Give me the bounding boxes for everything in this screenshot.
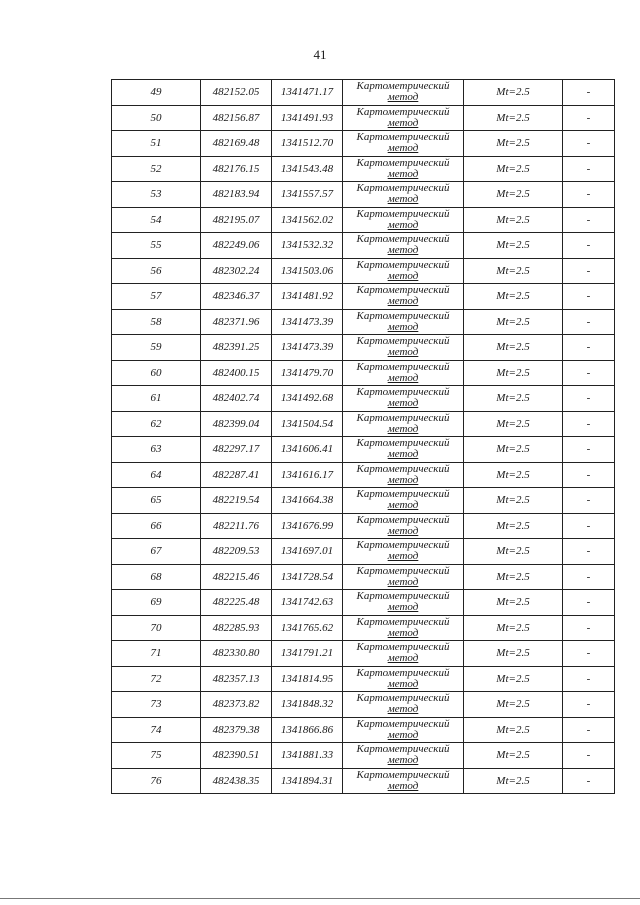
method-cell xyxy=(343,284,464,310)
note-cell: - xyxy=(563,539,615,565)
method-line-2: метод xyxy=(387,575,419,588)
accuracy-cell: Mt=2.5 xyxy=(464,284,563,310)
y-coordinate-cell: 1341616.17 xyxy=(272,462,343,488)
method-line-2: метод xyxy=(387,397,419,410)
x-coordinate-cell: 482285.93 xyxy=(201,615,272,641)
method-line-1: Картометрический xyxy=(356,641,450,654)
y-coordinate-cell: 1341532.32 xyxy=(272,233,343,259)
x-coordinate-cell: 482399.04 xyxy=(201,411,272,437)
method-line-2: метод xyxy=(387,91,419,104)
method-cell xyxy=(343,233,464,259)
y-coordinate-cell: 1341881.33 xyxy=(272,743,343,769)
method-line-1: Картометрический xyxy=(356,513,450,526)
x-coordinate-cell: 482438.35 xyxy=(201,768,272,794)
method-cell xyxy=(343,360,464,386)
y-coordinate-cell: 1341765.62 xyxy=(272,615,343,641)
y-coordinate-cell: 1341481.92 xyxy=(272,284,343,310)
x-coordinate-cell: 482390.51 xyxy=(201,743,272,769)
method-line-2: метод xyxy=(387,295,419,308)
note-cell: - xyxy=(563,207,615,233)
method-line-1: Картометрический xyxy=(356,258,450,271)
method-cell xyxy=(343,156,464,182)
accuracy-cell: Mt=2.5 xyxy=(464,717,563,743)
note-cell: - xyxy=(563,488,615,514)
method-line-2: метод xyxy=(387,320,419,333)
method-cell xyxy=(343,80,464,106)
method-line-1: Картометрический xyxy=(356,564,450,577)
note-cell: - xyxy=(563,462,615,488)
point-number-cell: 68 xyxy=(112,564,201,590)
table-row xyxy=(112,207,615,233)
method-line-1: Картометрический xyxy=(356,284,450,297)
method-line-1: Картометрический xyxy=(356,488,450,501)
accuracy-cell: Mt=2.5 xyxy=(464,386,563,412)
method-cell xyxy=(343,258,464,284)
x-coordinate-cell: 482219.54 xyxy=(201,488,272,514)
accuracy-cell: Mt=2.5 xyxy=(464,309,563,335)
note-cell: - xyxy=(563,156,615,182)
method-line-2: метод xyxy=(387,499,419,512)
point-number-cell: 50 xyxy=(112,105,201,131)
table-row xyxy=(112,717,615,743)
method-cell xyxy=(343,386,464,412)
point-number-cell: 49 xyxy=(112,80,201,106)
accuracy-cell: Mt=2.5 xyxy=(464,488,563,514)
x-coordinate-cell: 482330.80 xyxy=(201,641,272,667)
note-cell: - xyxy=(563,335,615,361)
accuracy-cell: Mt=2.5 xyxy=(464,258,563,284)
x-coordinate-cell: 482225.48 xyxy=(201,590,272,616)
method-line-2: метод xyxy=(387,779,419,792)
table-row xyxy=(112,360,615,386)
point-number-cell: 54 xyxy=(112,207,201,233)
method-cell xyxy=(343,462,464,488)
table-row xyxy=(112,233,615,259)
note-cell: - xyxy=(563,411,615,437)
method-line-1: Картометрический xyxy=(356,335,450,348)
y-coordinate-cell: 1341742.63 xyxy=(272,590,343,616)
method-line-1: Картометрический xyxy=(356,80,450,93)
point-number-cell: 60 xyxy=(112,360,201,386)
table-row xyxy=(112,411,615,437)
method-cell xyxy=(343,666,464,692)
note-cell: - xyxy=(563,590,615,616)
table-row xyxy=(112,768,615,794)
table-row xyxy=(112,182,615,208)
table-row xyxy=(112,156,615,182)
y-coordinate-cell: 1341814.95 xyxy=(272,666,343,692)
method-cell xyxy=(343,717,464,743)
x-coordinate-cell: 482371.96 xyxy=(201,309,272,335)
method-line-2: метод xyxy=(387,346,419,359)
accuracy-cell: Mt=2.5 xyxy=(464,360,563,386)
accuracy-cell: Mt=2.5 xyxy=(464,666,563,692)
method-cell xyxy=(343,692,464,718)
accuracy-cell: Mt=2.5 xyxy=(464,105,563,131)
method-line-2: метод xyxy=(387,167,419,180)
x-coordinate-cell: 482211.76 xyxy=(201,513,272,539)
y-coordinate-cell: 1341557.57 xyxy=(272,182,343,208)
note-cell: - xyxy=(563,692,615,718)
x-coordinate-cell: 482249.06 xyxy=(201,233,272,259)
table-row xyxy=(112,258,615,284)
y-coordinate-cell: 1341512.70 xyxy=(272,131,343,157)
point-number-cell: 53 xyxy=(112,182,201,208)
note-cell: - xyxy=(563,386,615,412)
point-number-cell: 64 xyxy=(112,462,201,488)
note-cell: - xyxy=(563,80,615,106)
method-line-2: метод xyxy=(387,677,419,690)
table-row xyxy=(112,564,615,590)
accuracy-cell: Mt=2.5 xyxy=(464,692,563,718)
x-coordinate-cell: 482297.17 xyxy=(201,437,272,463)
x-coordinate-cell: 482379.38 xyxy=(201,717,272,743)
x-coordinate-cell: 482195.07 xyxy=(201,207,272,233)
method-line-2: метод xyxy=(387,244,419,257)
method-cell xyxy=(343,411,464,437)
accuracy-cell: Mt=2.5 xyxy=(464,131,563,157)
x-coordinate-cell: 482400.15 xyxy=(201,360,272,386)
point-number-cell: 58 xyxy=(112,309,201,335)
x-coordinate-cell: 482402.74 xyxy=(201,386,272,412)
method-cell xyxy=(343,768,464,794)
point-number-cell: 59 xyxy=(112,335,201,361)
method-line-1: Картометрический xyxy=(356,105,450,118)
table-row xyxy=(112,513,615,539)
accuracy-cell: Mt=2.5 xyxy=(464,437,563,463)
accuracy-cell: Mt=2.5 xyxy=(464,564,563,590)
table-row xyxy=(112,335,615,361)
method-line-1: Картометрический xyxy=(356,182,450,195)
method-line-2: метод xyxy=(387,550,419,563)
x-coordinate-cell: 482169.48 xyxy=(201,131,272,157)
note-cell: - xyxy=(563,743,615,769)
x-coordinate-cell: 482209.53 xyxy=(201,539,272,565)
table-row xyxy=(112,743,615,769)
method-line-2: метод xyxy=(387,371,419,384)
point-number-cell: 57 xyxy=(112,284,201,310)
point-number-cell: 65 xyxy=(112,488,201,514)
method-line-1: Картометрический xyxy=(356,386,450,399)
table-row xyxy=(112,105,615,131)
table-row xyxy=(112,539,615,565)
note-cell: - xyxy=(563,717,615,743)
y-coordinate-cell: 1341791.21 xyxy=(272,641,343,667)
table-row xyxy=(112,131,615,157)
accuracy-cell: Mt=2.5 xyxy=(464,743,563,769)
accuracy-cell: Mt=2.5 xyxy=(464,615,563,641)
note-cell: - xyxy=(563,513,615,539)
point-number-cell: 70 xyxy=(112,615,201,641)
method-cell xyxy=(343,488,464,514)
method-cell xyxy=(343,615,464,641)
method-line-2: метод xyxy=(387,116,419,129)
y-coordinate-cell: 1341473.39 xyxy=(272,309,343,335)
y-coordinate-cell: 1341479.70 xyxy=(272,360,343,386)
table-row xyxy=(112,462,615,488)
point-number-cell: 62 xyxy=(112,411,201,437)
table-row xyxy=(112,641,615,667)
method-line-1: Картометрический xyxy=(356,207,450,220)
x-coordinate-cell: 482156.87 xyxy=(201,105,272,131)
note-cell: - xyxy=(563,564,615,590)
note-cell: - xyxy=(563,615,615,641)
point-number-cell: 74 xyxy=(112,717,201,743)
accuracy-cell: Mt=2.5 xyxy=(464,335,563,361)
note-cell: - xyxy=(563,309,615,335)
method-line-2: метод xyxy=(387,652,419,665)
point-number-cell: 72 xyxy=(112,666,201,692)
accuracy-cell: Mt=2.5 xyxy=(464,768,563,794)
table-row xyxy=(112,615,615,641)
method-line-1: Картометрический xyxy=(356,615,450,628)
note-cell: - xyxy=(563,641,615,667)
y-coordinate-cell: 1341676.99 xyxy=(272,513,343,539)
x-coordinate-cell: 482152.05 xyxy=(201,80,272,106)
note-cell: - xyxy=(563,360,615,386)
note-cell: - xyxy=(563,437,615,463)
x-coordinate-cell: 482302.24 xyxy=(201,258,272,284)
accuracy-cell: Mt=2.5 xyxy=(464,80,563,106)
note-cell: - xyxy=(563,666,615,692)
y-coordinate-cell: 1341492.68 xyxy=(272,386,343,412)
point-number-cell: 69 xyxy=(112,590,201,616)
method-line-1: Картометрический xyxy=(356,539,450,552)
method-line-2: метод xyxy=(387,193,419,206)
y-coordinate-cell: 1341894.31 xyxy=(272,768,343,794)
y-coordinate-cell: 1341697.01 xyxy=(272,539,343,565)
accuracy-cell: Mt=2.5 xyxy=(464,411,563,437)
page-number: 41 xyxy=(313,47,327,62)
accuracy-cell: Mt=2.5 xyxy=(464,182,563,208)
method-cell xyxy=(343,743,464,769)
point-number-cell: 61 xyxy=(112,386,201,412)
point-number-cell: 51 xyxy=(112,131,201,157)
accuracy-cell: Mt=2.5 xyxy=(464,590,563,616)
method-cell xyxy=(343,335,464,361)
method-line-1: Картометрический xyxy=(356,743,450,756)
method-line-2: метод xyxy=(387,626,419,639)
accuracy-cell: Mt=2.5 xyxy=(464,207,563,233)
accuracy-cell: Mt=2.5 xyxy=(464,513,563,539)
bottom-rule xyxy=(0,898,640,899)
point-number-cell: 71 xyxy=(112,641,201,667)
y-coordinate-cell: 1341473.39 xyxy=(272,335,343,361)
note-cell: - xyxy=(563,258,615,284)
method-cell xyxy=(343,309,464,335)
x-coordinate-cell: 482373.82 xyxy=(201,692,272,718)
point-number-cell: 76 xyxy=(112,768,201,794)
y-coordinate-cell: 1341606.41 xyxy=(272,437,343,463)
coordinates-table-body xyxy=(112,80,615,794)
note-cell: - xyxy=(563,182,615,208)
y-coordinate-cell: 1341503.06 xyxy=(272,258,343,284)
point-number-cell: 56 xyxy=(112,258,201,284)
x-coordinate-cell: 482346.37 xyxy=(201,284,272,310)
method-line-2: метод xyxy=(387,601,419,614)
method-cell xyxy=(343,207,464,233)
method-cell xyxy=(343,641,464,667)
accuracy-cell: Mt=2.5 xyxy=(464,641,563,667)
x-coordinate-cell: 482176.15 xyxy=(201,156,272,182)
note-cell: - xyxy=(563,131,615,157)
method-cell xyxy=(343,437,464,463)
x-coordinate-cell: 482215.46 xyxy=(201,564,272,590)
y-coordinate-cell: 1341491.93 xyxy=(272,105,343,131)
y-coordinate-cell: 1341543.48 xyxy=(272,156,343,182)
table-row xyxy=(112,284,615,310)
note-cell: - xyxy=(563,284,615,310)
method-line-2: метод xyxy=(387,703,419,716)
method-cell xyxy=(343,539,464,565)
table-row xyxy=(112,437,615,463)
point-number-cell: 63 xyxy=(112,437,201,463)
point-number-cell: 52 xyxy=(112,156,201,182)
method-line-1: Картометрический xyxy=(356,768,450,781)
accuracy-cell: Mt=2.5 xyxy=(464,233,563,259)
method-line-1: Картометрический xyxy=(356,233,450,246)
x-coordinate-cell: 482287.41 xyxy=(201,462,272,488)
method-cell xyxy=(343,564,464,590)
method-cell xyxy=(343,105,464,131)
y-coordinate-cell: 1341504.54 xyxy=(272,411,343,437)
method-line-1: Картометрический xyxy=(356,437,450,450)
method-line-1: Картометрический xyxy=(356,411,450,424)
method-line-2: метод xyxy=(387,473,419,486)
method-cell xyxy=(343,513,464,539)
method-line-2: метод xyxy=(387,269,419,282)
table-row xyxy=(112,692,615,718)
method-line-2: метод xyxy=(387,422,419,435)
method-line-1: Картометрический xyxy=(356,156,450,169)
point-number-cell: 66 xyxy=(112,513,201,539)
y-coordinate-cell: 1341471.17 xyxy=(272,80,343,106)
accuracy-cell: Mt=2.5 xyxy=(464,462,563,488)
accuracy-cell: Mt=2.5 xyxy=(464,156,563,182)
method-line-2: метод xyxy=(387,448,419,461)
note-cell: - xyxy=(563,768,615,794)
method-line-1: Картометрический xyxy=(356,131,450,144)
method-line-1: Картометрический xyxy=(356,360,450,373)
method-cell xyxy=(343,182,464,208)
method-line-1: Картометрический xyxy=(356,717,450,730)
point-number-cell: 73 xyxy=(112,692,201,718)
table-row xyxy=(112,80,615,106)
table-row xyxy=(112,666,615,692)
accuracy-cell: Mt=2.5 xyxy=(464,539,563,565)
method-line-1: Картометрический xyxy=(356,309,450,322)
method-line-2: метод xyxy=(387,754,419,767)
method-line-1: Картометрический xyxy=(356,462,450,475)
table-row xyxy=(112,488,615,514)
y-coordinate-cell: 1341562.02 xyxy=(272,207,343,233)
x-coordinate-cell: 482183.94 xyxy=(201,182,272,208)
point-number-cell: 67 xyxy=(112,539,201,565)
table-row xyxy=(112,386,615,412)
point-number-cell: 55 xyxy=(112,233,201,259)
method-cell xyxy=(343,131,464,157)
method-line-2: метод xyxy=(387,218,419,231)
note-cell: - xyxy=(563,105,615,131)
y-coordinate-cell: 1341848.32 xyxy=(272,692,343,718)
table-row xyxy=(112,590,615,616)
y-coordinate-cell: 1341728.54 xyxy=(272,564,343,590)
note-cell: - xyxy=(563,233,615,259)
x-coordinate-cell: 482391.25 xyxy=(201,335,272,361)
method-line-2: метод xyxy=(387,728,419,741)
table-row xyxy=(112,309,615,335)
method-line-1: Картометрический xyxy=(356,692,450,705)
method-line-1: Картометрический xyxy=(356,666,450,679)
method-cell xyxy=(343,590,464,616)
point-number-cell: 75 xyxy=(112,743,201,769)
method-line-2: метод xyxy=(387,524,419,537)
y-coordinate-cell: 1341866.86 xyxy=(272,717,343,743)
method-line-2: метод xyxy=(387,142,419,155)
y-coordinate-cell: 1341664.38 xyxy=(272,488,343,514)
method-line-1: Картометрический xyxy=(356,590,450,603)
x-coordinate-cell: 482357.13 xyxy=(201,666,272,692)
coordinates-table xyxy=(111,79,615,794)
